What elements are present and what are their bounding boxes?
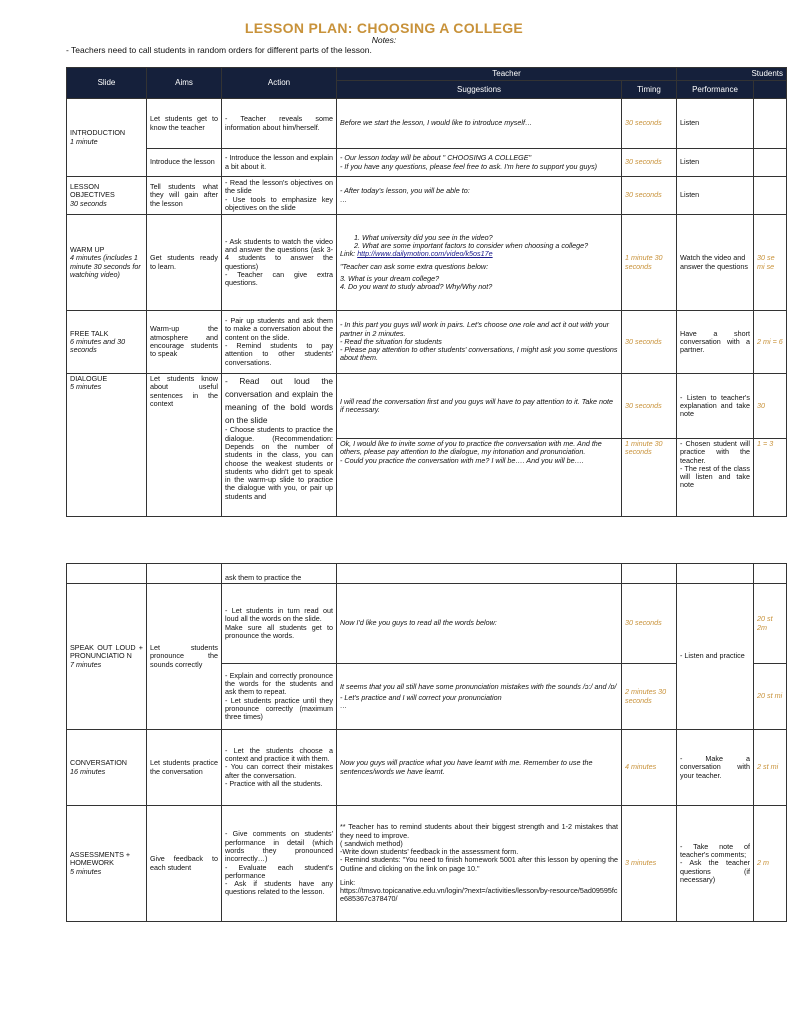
performance-cell: - Make a conversation with your teacher. <box>677 730 754 806</box>
slide-cell <box>67 215 147 311</box>
table-row <box>67 564 787 584</box>
timing-cell: 30 seconds <box>622 374 677 439</box>
timing-cell <box>622 564 677 584</box>
slide-name: INTRODUCTION <box>70 128 126 138</box>
header-students: Students <box>677 68 787 81</box>
timing-cell: 30 seconds <box>622 584 677 664</box>
question-item: 1. What university did you see in the video? <box>362 234 618 242</box>
aims-cell <box>147 564 222 584</box>
slide-name: ASSESSMENTS + HOMEWORK <box>70 850 131 868</box>
suggestion-cell <box>337 664 622 730</box>
students-cell <box>754 149 787 177</box>
suggestion-line: … <box>340 701 348 711</box>
slide-name: DIALOGUE <box>70 374 108 383</box>
slide-time: 30 seconds <box>70 198 107 208</box>
timing-cell: 1 minute 30 seconds <box>622 439 677 517</box>
slide-name: CONVERSATION <box>70 758 127 768</box>
aims-cell: Get students ready to learn. <box>147 215 222 311</box>
action-line: - Remind students to pay attention to other students' conversations. <box>225 341 333 367</box>
action-line: - Use tools to emphasize key objectives on the slide <box>225 194 333 212</box>
performance-cell: - Listen and practice <box>677 584 754 730</box>
performance-cell: Listen <box>677 149 754 177</box>
suggestion-line: 4. Do you want to study abroad? Why/Why not? <box>340 282 493 292</box>
suggestion-cell: I will read the conversation first and you guys will have to pay attention to it. Take note if necessary. <box>337 374 622 439</box>
suggestion-line: - Our lesson today will be about " CHOOSING A COLLEGE" <box>340 153 532 163</box>
action-line: - Let students in turn read out loud all the words on the slide. <box>225 605 333 624</box>
timing-cell: 2 minutes 30 seconds <box>622 664 677 730</box>
performance-cell: - Listen to teacher's explanation and take note <box>677 374 754 439</box>
action-cell <box>222 311 337 374</box>
action-cell <box>222 806 337 922</box>
performance-cell: Listen <box>677 177 754 215</box>
performance-line: - Ask the teacher questions (if necessary) <box>680 858 750 884</box>
suggestion-cell: Before we start the lesson, I would like to introduce myself… <box>337 99 622 149</box>
timing-cell: 1 minute 30 seconds <box>622 215 677 311</box>
slide-time: 1 minute <box>70 136 98 146</box>
aims-cell: Let students get to know the teacher <box>147 99 222 149</box>
slide-cell <box>67 730 147 806</box>
notes-label: Notes: <box>371 35 397 45</box>
timing-cell: 30 seconds <box>622 149 677 177</box>
suggestion-cell <box>337 149 622 177</box>
table-row <box>67 806 787 922</box>
aims-cell: Give feedback to each student <box>147 806 222 922</box>
action-cell: ask them to practice the <box>222 564 337 584</box>
suggestion-line: - After today's lesson, you will be able to: <box>340 186 470 196</box>
students-cell <box>754 99 787 149</box>
suggestion-line: - Remind students: "You need to finish homework 5001 after this lesson by opening the Outline and clicking on the link on page 10." <box>340 855 618 873</box>
slide-cell <box>67 311 147 374</box>
slide-cell <box>67 806 147 922</box>
suggestion-cell <box>337 311 622 374</box>
question-item: 2. What are some important factors to consider when choosing a college? <box>362 242 618 250</box>
performance-cell: Have a short conversation with a partner. <box>677 311 754 374</box>
page-title: LESSON PLAN: CHOOSING A COLLEGE <box>244 20 524 36</box>
performance-cell <box>677 564 754 584</box>
aims-cell: Let students know about useful sentences in the context <box>147 374 222 517</box>
slide-time: 4 minutes (includes 1 minute 30 seconds for watching video) <box>70 253 141 279</box>
slide-cell <box>67 584 147 730</box>
suggestion-line: - In this part you guys will work in pairs. Let's choose one role and act it out with your partner in 2 minutes. <box>340 320 610 338</box>
lesson-plan-table <box>66 67 787 517</box>
suggestion-line: - If you have any questions, please feel free to ask. I'm here to support you guys) <box>340 161 598 171</box>
timing-cell: 30 seconds <box>622 177 677 215</box>
action-line: - Choose students to practice the dialogue. (Recommendation: Depends on the number of students in the class, you can choose the weakest students or students who didn't get to speak in the warm-up slide to practice the dialogue with you, or pair up students and <box>225 425 333 501</box>
action-cell: - Teacher reveals some information about him/herself. <box>222 99 337 149</box>
slide-cell <box>67 374 147 517</box>
slide-time: 7 minutes <box>70 659 102 669</box>
action-line: - Pair up students and ask them to make a conversation about the content on the slide. <box>225 316 333 342</box>
suggestion-cell <box>337 564 622 584</box>
suggestion-line: "Teacher can ask some extra questions below: <box>340 261 489 271</box>
action-line: - Read the lesson's objectives on the slide <box>225 177 333 196</box>
suggestion-line: - Could you practice the conversation with me? I will be…. And you will be…. <box>340 455 584 465</box>
slide-cell <box>67 564 147 584</box>
suggestion-cell: Now I'd like you guys to read all the words below: <box>337 584 622 664</box>
suggestion-line: ( sandwich method) <box>340 838 403 848</box>
question-list <box>340 234 618 251</box>
action-line: Make sure all students get to pronounce the words. <box>225 622 333 640</box>
video-link-line <box>340 250 618 258</box>
students-cell: 30 <box>754 374 787 439</box>
slide-name: WARM UP <box>70 244 105 254</box>
suggestion-cell <box>337 439 622 517</box>
students-cell: 2 mi = 6 <box>754 311 787 374</box>
table-row <box>67 730 787 806</box>
timing-cell: 30 seconds <box>622 311 677 374</box>
action-line: - Teacher can give extra questions. <box>225 269 333 288</box>
action-line: - Explain and correctly pronounce the words for the students and ask them to repeat. <box>225 670 333 697</box>
table-row <box>67 584 787 664</box>
suggestion-line: It seems that you all still have some pronunciation mistakes with the sounds /ɔ:/ and /ɒ/ <box>340 681 617 691</box>
header-teacher: Teacher <box>337 68 677 81</box>
timing-cell: 4 minutes <box>622 730 677 806</box>
table-header-row-1 <box>67 68 787 81</box>
table-row <box>67 149 787 177</box>
action-cell <box>222 177 337 215</box>
suggestion-line: -Write down students' feedback in the assessment form. <box>340 847 519 857</box>
header-slide: Slide <box>67 68 147 99</box>
action-line: - Read out loud the conversation and explain the meaning of the bold words on the slide <box>225 376 333 425</box>
suggestion-line: Ok, I would like to invite some of you to practice the conversation with me. And the others, please pay attention to the dialogue, my intonation and pronunciation. <box>340 439 602 457</box>
table-row <box>67 311 787 374</box>
slide-time: 6 minutes and 30 seconds <box>70 336 126 355</box>
suggestion-line: - Please pay attention to other students' conversations, I might ask you some questions about them. <box>340 345 618 363</box>
slide-cell <box>67 177 147 215</box>
action-cell: - Introduce the lesson and explain a bit about it. <box>222 149 337 177</box>
timing-cell: 3 minutes <box>622 806 677 922</box>
suggestion-cell <box>337 806 622 922</box>
action-cell <box>222 215 337 311</box>
suggestion-line: ** Teacher has to remind students about their biggest strength and 1-2 mistakes that they need to improve. <box>340 822 618 840</box>
students-cell: 2 st mi <box>754 730 787 806</box>
action-line: - Ask students to watch the video and answer the questions (ask 3-4 students to answer the questions) <box>225 236 333 271</box>
table-row <box>67 374 787 439</box>
students-cell: 2 m <box>754 806 787 922</box>
suggestion-cell <box>337 177 622 215</box>
suggestion-line: - Read the situation for students <box>340 336 442 346</box>
students-cell <box>754 177 787 215</box>
students-cell: 20 st mi <box>754 664 787 730</box>
suggestion-line: - Let's practice and I will correct your pronunciation <box>340 692 502 702</box>
performance-line: - Take note of teacher's comments; <box>680 841 750 860</box>
aims-cell: Warm-up the atmosphere and encourage students to speak <box>147 311 222 374</box>
slide-time: 5 minutes <box>70 866 102 876</box>
header-performance: Performance <box>677 81 754 99</box>
slide-cell <box>67 99 147 177</box>
aims-cell: Tell students what they will gain after the lesson <box>147 177 222 215</box>
table-row <box>67 215 787 311</box>
performance-cell <box>677 439 754 517</box>
slide-time: 5 minutes <box>70 382 102 392</box>
header-timing: Timing <box>622 81 677 99</box>
action-cell <box>222 730 337 806</box>
students-cell <box>754 564 787 584</box>
action-line: - Let the students choose a context and practice it with them. <box>225 745 333 764</box>
header-students-extra <box>754 81 787 99</box>
action-line: - You can correct their mistakes after the conversation. <box>225 762 333 780</box>
aims-cell: Let students pronounce the sounds correctly <box>147 584 222 730</box>
slide-name: LESSON OBJECTIVES <box>70 182 115 200</box>
aims-cell: Let students practice the conversation <box>147 730 222 806</box>
slide-name: SPEAK OUT LOUD + PRONUNCIATIO N <box>70 643 143 661</box>
aims-cell: Introduce the lesson <box>147 149 222 177</box>
homework-link[interactable]: https://tmsvo.topicanative.edu.vn/login/?next=/activities/lesson/by-resource/5ad09595fce685367c378470/ <box>340 886 618 904</box>
performance-line: - The rest of the class will listen and take note <box>680 463 750 490</box>
students-cell: 1 = 3 <box>754 439 787 517</box>
action-line: - Practice with all the students. <box>225 778 323 788</box>
action-cell <box>222 664 337 730</box>
video-link[interactable]: http://www.dailymotion.com/video/k5os17e <box>357 249 493 259</box>
header-action: Action <box>222 68 337 99</box>
action-line: - Give comments on students' performance in detail (which words they pronounced incorrectly…) <box>225 829 333 864</box>
lesson-plan-table-continued <box>66 563 787 922</box>
suggestion-line: … <box>340 194 348 204</box>
header-aims: Aims <box>147 68 222 99</box>
action-line: - Evaluate each student's performance <box>225 862 333 880</box>
action-cell <box>222 584 337 664</box>
link-label: Link: <box>340 249 358 259</box>
performance-cell <box>677 806 754 922</box>
table-row <box>67 99 787 149</box>
students-cell: 20 st 2m <box>754 584 787 664</box>
header-suggestions: Suggestions <box>337 81 622 99</box>
slide-name: FREE TALK <box>70 328 109 338</box>
suggestion-cell: Now you guys will practice what you have learnt with me. Remember to use the sentences/words we have learnt. <box>337 730 622 806</box>
table-row <box>67 177 787 215</box>
action-line: - Ask if students have any questions related to the lesson. <box>225 879 333 897</box>
slide-time: 16 minutes <box>70 766 106 776</box>
performance-cell: Watch the video and answer the questions <box>677 215 754 311</box>
performance-line: - Chosen student will practice with the teacher. <box>680 439 750 465</box>
action-cell <box>222 374 337 517</box>
performance-cell: Listen <box>677 99 754 149</box>
timing-cell: 30 seconds <box>622 99 677 149</box>
action-line: - Let students practice until they pronounce correctly (maximum three times) <box>225 695 333 722</box>
suggestion-cell <box>337 215 622 311</box>
students-cell: 30 se mi se <box>754 215 787 311</box>
link-label: Link: <box>340 877 356 887</box>
notes-text: - Teachers need to call students in random orders for different parts of the lesson. <box>66 45 372 55</box>
suggestion-line: 3. What is your dream college? <box>340 273 440 283</box>
